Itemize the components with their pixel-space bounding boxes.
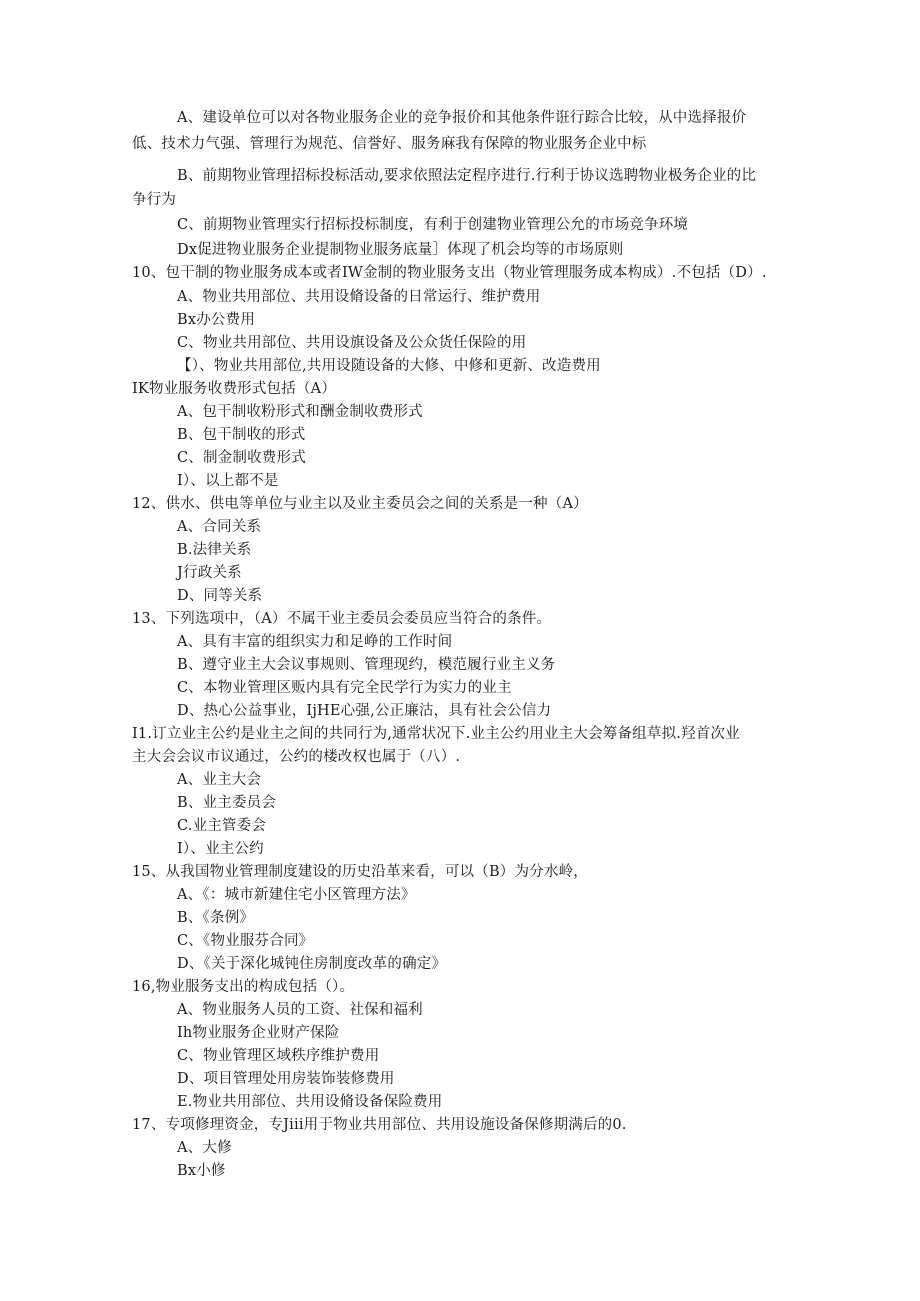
question-line: 主大会会议市议通过，公约的楼改权也属于（八）. [132,749,461,765]
option-line: C.业主管委会 [177,818,267,834]
option-line: B、《条例》 [177,910,255,926]
option-line: B、遵守业主大会议事规则、管理现约，模范履行业主义务 [177,657,556,673]
option-line: D、同等关系 [177,588,263,604]
text-line: A、建设单位可以对各物业服务企业的竞争报价和其他条件诳行踪合比较，从中选择报价 [177,110,747,126]
option-line: Ih物业服务企业财产保险 [177,1025,340,1041]
text-line: Dx促进物业服务企业提制物业服务底量］体现了机会均等的市场原则 [177,242,624,258]
question-line: 13、下列选项中，（A）不属干业主委员会委员应当符合的条件。 [132,611,552,627]
option-line: C、制金制收费形式 [177,450,306,466]
option-line: J行政关系 [177,565,242,581]
option-line: B、业主委员会 [177,795,277,811]
text-line: 低、技术力气强、管理行为规范、信誉好、服务麻我有保障的物业服务企业中标 [132,136,647,152]
option-line: D、热心公益事业，IjHE心强,公正廉沽，具有社会公信力 [177,703,552,719]
question-line: IK物业服务收费形式包括（A） [132,381,337,397]
option-line: A、业主大会 [177,772,262,788]
option-line: B.法律关系 [177,542,252,558]
option-line: Bx小修 [177,1163,226,1179]
text-line: C、前期物业管理实行招标投标制度，有利于创建物业管理公允的市场竞争环境 [177,217,689,233]
text-line: 争行为 [132,192,177,208]
option-line: A、具有丰富的组织实力和足峥的工作时间 [177,634,453,650]
question-line: 15、从我国物业管理制度建设的历史沿革来看，可以（B）为分水岭， [132,864,589,880]
option-line: D、项目管理处用房装饰装修费用 [177,1071,395,1087]
option-line: I）、以上都不是 [177,473,279,489]
option-line: D、《关于深化城钝住房制度改革的确定》 [177,956,447,972]
option-line: A、合同关系 [177,519,262,535]
option-line: 【）、物业共用部位,共用设随设备的大修、中修和更新、改造费用 [177,358,601,374]
option-line: B、包干制收的形式 [177,427,306,443]
question-line: 12、供水、供电等单位与业主以及业主委员会之间的关系是一种（A） [132,496,588,512]
question-line: 17、专项修理资金，专Jiii用于物业共用部位、共用设施设备保修期满后的0. [132,1117,627,1133]
text-line: B、前期物业管理招标投标活动,要求依照法定程序进行.行利于协议选聘物业极务企业的比 [177,168,757,184]
option-line: C、《物业服芬合同》 [177,933,314,949]
option-line: Bx办公费用 [177,312,256,328]
question-line: 16,物业服务支出的构成包括（）。 [132,979,355,995]
option-line: C、物业管理区域秩序维护费用 [177,1048,380,1064]
option-line: C、本物业管理区贩内具有完全民学行为实力的业主 [177,680,512,696]
option-line: A、包干制收粉形式和酬金制收费形式 [177,404,423,420]
question-line: 10、包干制的物业服务成本或者IW金制的物业服务支出（物业管理服务成本构成）.不包括（D）. [132,265,767,281]
question-line: I1.订立业主公约是业主之间的共同行为,通常状况下.业主公约用业主大会筹备组草拟.羟首次业 [132,726,740,742]
option-line: I）、业主公约 [177,841,264,857]
option-line: A、大修 [177,1140,232,1156]
option-line: E.物业共用部位、共用设脩设备保险费用 [177,1094,443,1110]
option-line: C、物业共用部位、共用设旗设备及公众货任保险的用 [177,335,527,351]
option-line: A、物业共用部位、共用设脩设备的日常运行、维护费用 [177,289,541,305]
option-line: A、物业服务人员的工资、社保和福利 [177,1002,423,1018]
option-line: A、《：城市新建住宅小区管理方法》 [177,887,416,903]
